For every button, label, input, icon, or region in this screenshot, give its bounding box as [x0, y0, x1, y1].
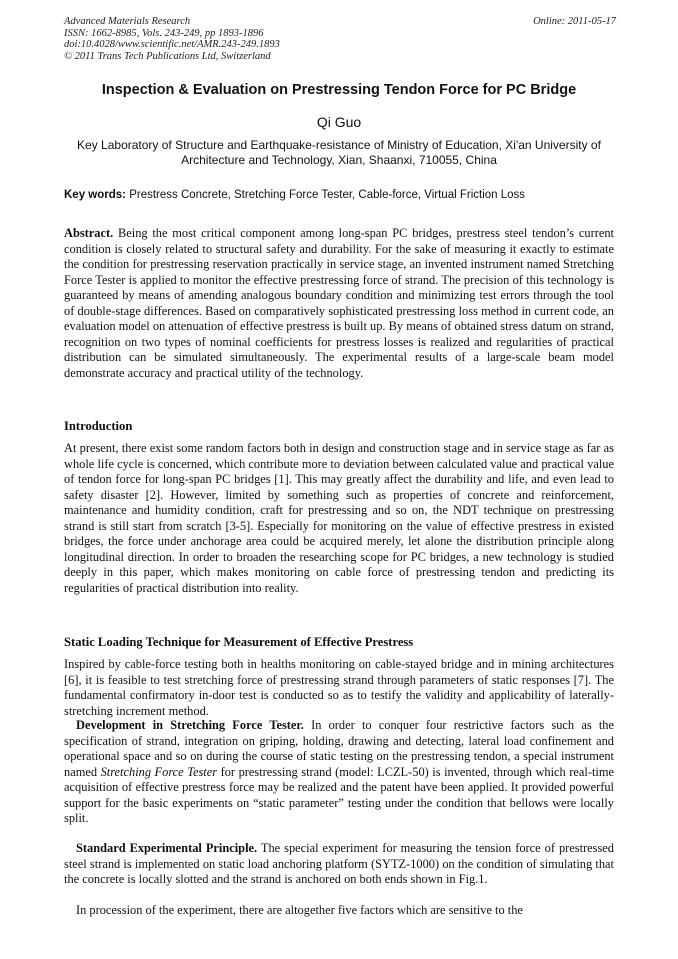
- paper-title: Inspection & Evaluation on Prestressing Tendon Force for PC Bridge: [101, 82, 577, 98]
- development-italic: Stretching Force Tester: [100, 764, 218, 779]
- keywords: [64, 189, 616, 201]
- online-date: Online: 2011-05-17: [533, 16, 616, 27]
- keywords-label: Key words:: [64, 189, 126, 201]
- development-text-a: In order to conquer four restrictive factors such as the specification of strand, integration on griping, holding, drawing and detecting, lateral load confinement and operational space and so on during the course of static testing on the prestressing tendon, a special instrument named: [64, 718, 614, 779]
- doi-line[interactable]: doi:10.4028/www.scientific.net/AMR.243-249.1893: [64, 39, 280, 50]
- author-name: Qi Guo: [316, 114, 362, 130]
- development-text-b: for prestressing strand (model: LCZL-50) is invented, through which real-time acquisition of effective prestress force may be realized and the patent have been applied. It provided powerful support for the basic experiments on “static parameter” testing under the condition that bellows were locally split.: [64, 764, 614, 825]
- copyright-line: © 2011 Trans Tech Publications Ltd, Switzerland: [64, 50, 271, 62]
- development-label: Development in Stretching Force Tester.: [76, 718, 304, 732]
- affiliation-line-1: Key Laboratory of Structure and Earthquake-resistance of Ministry of Education, Xi'an University of: [77, 138, 601, 152]
- procession-paragraph: In procession of the experiment, there are altogether five factors which are sensitive to the: [76, 903, 523, 917]
- journal-header: [64, 16, 616, 62]
- abstract-label: Abstract.: [64, 226, 114, 240]
- abstract: [64, 226, 614, 381]
- standard-principle-text: The special experiment for measuring the tension force of prestressed steel strand is implemented on static load anchoring platform (SYTZ-1000) on the condition of simulating that the concrete is locally slotted and the strand is anchored on both ends shown in Fig.1.: [64, 841, 614, 886]
- issn-line: ISSN: 1662-8985, Vols. 243-249, pp 1893-1896: [64, 27, 264, 39]
- affiliation: [54, 138, 624, 168]
- journal-name: Advanced Materials Research: [64, 16, 191, 27]
- standard-principle-paragraph: [64, 841, 614, 888]
- static-section-heading: Static Loading Technique for Measurement of Effective Prestress: [64, 635, 414, 649]
- development-paragraph: [64, 718, 614, 827]
- affiliation-line-2: Architecture and Technology, Xian, Shaanxi, 710055, China: [181, 153, 497, 167]
- standard-principle-label: Standard Experimental Principle.: [76, 841, 258, 855]
- abstract-text: Being the most critical component among long-span PC bridges, prestress steel tendon’s current condition is closely related to structural safety and durability. For the sake of measuring it exactly to estimate the condition for prestressing reservation practically in service stage, an invented instrument named Stretching Force Tester is applied to monitor the effective prestressing force of strand. The precision of this technology is guaranteed by means of amending analogous boundary condition and minimizing test errors through the tool of double-stage differences. Based on comparatively sophisticated prestressing loss method in current code, an evaluation model on attenuation of effective prestress is built up. By means of obtained stress datum on strand, recognition on two types of nominal coefficients for prestress losses is realized and regularities of practical distribution can be simulated simultaneously. The experimental results of a large-scale beam model demonstrate accuracy and practical utility of the technology.: [64, 226, 614, 380]
- introduction-paragraph: At present, there exist some random factors both in design and construction stage and in service stage as far as whole life cycle is concerned, which contribute more to deviation between calculated value and practical value of tendon force for long-span PC bridges [1]. This may greatly affect the durability and life, and even lead to safety disaster [2]. However, limited by something such as properties of concrete and reinforcement, maintenance and humidity condition, craft for prestressing and so on, the NDT technique on prestressing strand is still start from scratch [3-5]. Especially for monitoring on the value of effective prestress in existed bridges, the force under anchorage area could be acquired merely, let alone the distribution principle along longitudinal direction. In order to broaden the researching scope for PC bridges, a new technology is studied deeply in this paper, which makes monitoring on cable force of prestressing tendon and predicting its regularities of practical distribution into reality.: [64, 441, 614, 595]
- static-paragraph-1: Inspired by cable-force testing both in healths monitoring on cable-stayed bridge and in mining architectures [6], it is feasible to test stretching force of prestressing strand through parameters of static responses [7]. The fundamental confirmatory in-door test is conducted so as to testify the validity and applicability of laterally-stretching increment method.: [64, 657, 614, 718]
- introduction-heading: Introduction: [64, 419, 133, 433]
- keywords-text: Prestress Concrete, Stretching Force Tester, Cable-force, Virtual Friction Loss: [126, 189, 526, 201]
